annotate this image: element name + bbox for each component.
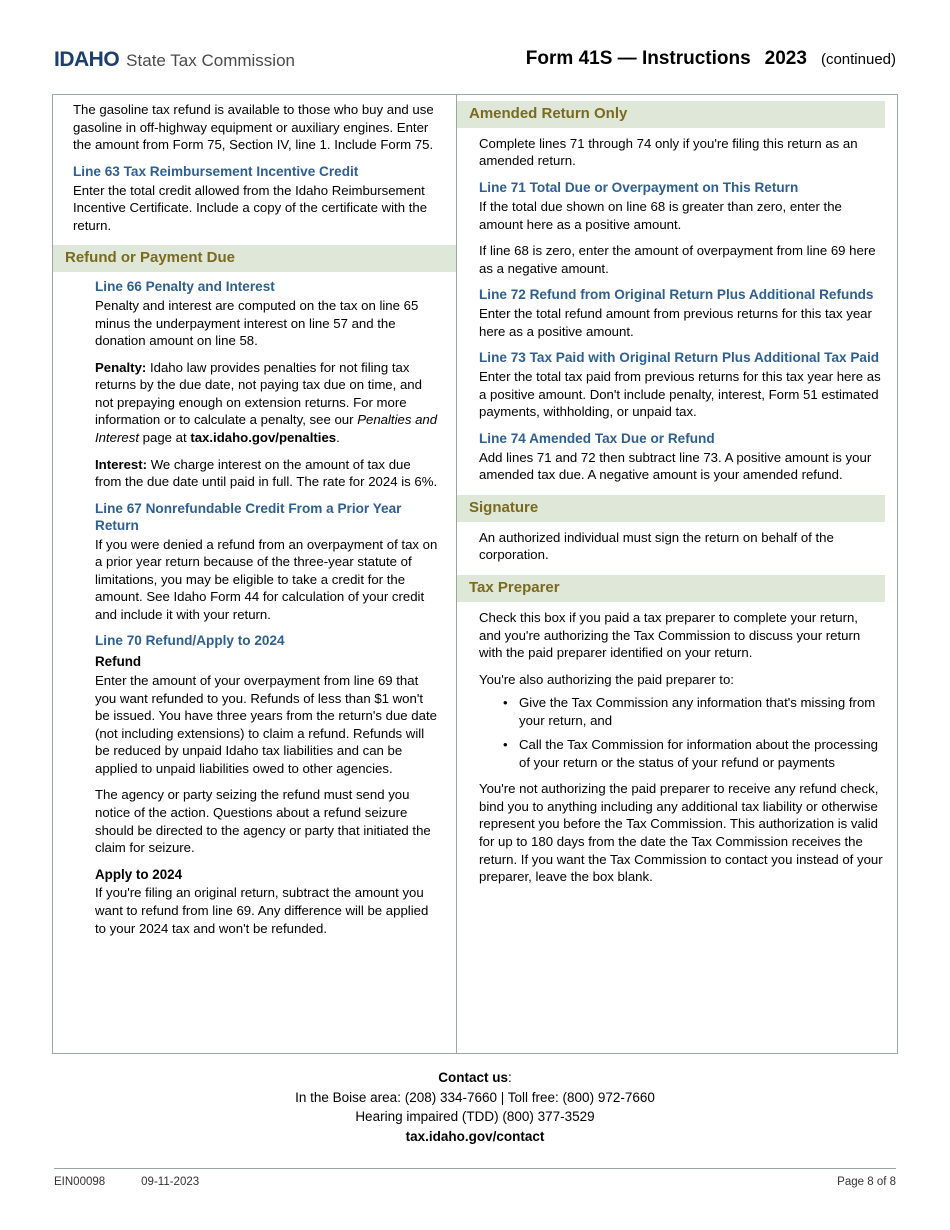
agency-logo <box>54 48 295 72</box>
contact-title-colon: : <box>508 1070 512 1085</box>
brand-subtitle-text: State Tax Commission <box>126 51 295 70</box>
gasoline-refund-paragraph: The gasoline tax refund is available to those who buy and use gasoline in off-highway equipment or auxiliary engines. Enter the amount from Form 75, Section IV, line 1. Include Form 75. <box>73 102 434 153</box>
refund-subheading: Refund <box>95 654 142 670</box>
apply-to-2024-subheading: Apply to 2024 <box>95 866 183 882</box>
penalty-paragraph <box>95 359 440 447</box>
content-columns <box>52 94 898 1054</box>
penalty-text-1: Idaho law provides penalties for not filing tax returns by the due date, not paying tax due on time, and not prepaying enough on extension returns. For more information or to calculate a penalty, see our <box>95 359 422 428</box>
apply-to-2024-body: If you're filing an original return, subtract the amount you want to refund from line 69. Any difference will be applied to your 2024 tax and won't be refunded. <box>95 885 429 936</box>
contact-tdd-line: Hearing impaired (TDD) (800) 377-3529 <box>355 1109 595 1125</box>
section-refund-or-payment-due: Refund or Payment Due <box>53 245 457 272</box>
preparer-authorization-list <box>479 694 883 771</box>
line-74-heading: Line 74 Amended Tax Due or Refund <box>479 430 715 446</box>
brand-idaho-text: IDAHO <box>54 48 120 71</box>
amended-section-content <box>457 135 883 484</box>
penalties-url: tax.idaho.gov/penalties <box>190 430 337 446</box>
interest-paragraph <box>95 456 440 491</box>
refund-body-1: Enter the amount of your overpayment from line 69 that you want refunded to you. Refunds of less than $1 won't be issued. You have three years from the return's due date (not including extensions) to claim a refund. Refunds will be reduced by unpaid Idaho tax liabilities and can be applied to unpaid liabilities owed to other agencies. <box>95 673 437 776</box>
tax-preparer-section-content <box>457 609 883 886</box>
section-tax-preparer: Tax Preparer <box>457 575 885 602</box>
header-form-info <box>526 48 896 70</box>
contact-block <box>52 1068 898 1146</box>
penalty-text-2: page at <box>138 430 191 446</box>
refund-body-2: The agency or party seizing the refund must send you notice of the action. Questions about a refund seizure should be directed to the agency or party that initiated the claim for seizure. <box>95 787 431 856</box>
line-73-heading: Line 73 Tax Paid with Original Return Plus Additional Tax Paid <box>479 350 880 366</box>
page-header <box>52 48 898 84</box>
line-67-body: If you were denied a refund from an overpayment of tax on a prior year return because of the three-year statute of limitations, you may be eligible to take a credit for the amount. See Idaho Form 44 for calculation of your credit and include it with your return. <box>95 536 438 622</box>
penalty-label: Penalty: <box>95 359 147 375</box>
amended-intro: Complete lines 71 through 74 only if you're filing this return as an amended return. <box>479 135 858 169</box>
footer-date: 09-11-2023 <box>141 1176 200 1189</box>
line-73-body: Enter the total tax paid from previous returns for this tax year here as a positive amount. Don't include penalty, interest, Form 51 estimated payments, withholding, or unpaid tax. <box>479 369 881 420</box>
line-72-body: Enter the total refund amount from previous returns for this tax year here as a positive amount. <box>479 306 872 339</box>
form-continued-label: (continued) <box>820 51 896 68</box>
form-title: Form 41S — Instructions <box>525 48 751 69</box>
list-item: • Give the Tax Commission any information that's missing from your return, and <box>519 694 883 729</box>
contact-url: tax.idaho.gov/contact <box>405 1128 545 1144</box>
form-year: 2023 <box>764 48 807 69</box>
line-71-body-2: If line 68 is zero, enter the amount of overpayment from line 69 here as a negative amount. <box>479 243 876 276</box>
penalties-and-interest-title: Penalties and Interest <box>95 412 438 446</box>
right-column <box>456 94 898 1054</box>
contact-title-line <box>52 1068 898 1088</box>
section-signature: Signature <box>457 495 885 522</box>
list-item: • Call the Tax Commission for information about the processing of your return or the status of your refund or payments <box>519 736 883 771</box>
line-72-heading: Line 72 Refund from Original Return Plus Additional Refunds <box>479 287 874 303</box>
refund-section-content <box>73 279 440 937</box>
interest-label: Interest: <box>95 456 148 472</box>
line-71-body-1: If the total due shown on line 68 is greater than zero, enter the amount here as a positive amount. <box>479 199 842 232</box>
preparer-body-2: You're also authorizing the paid preparer to: <box>479 671 734 687</box>
contact-phone-line: In the Boise area: (208) 334-7660 | Toll free: (800) 972-7660 <box>295 1089 655 1105</box>
footer-doc-id: EIN00098 <box>54 1176 106 1189</box>
line-67-heading: Line 67 Nonrefundable Credit From a Prior Year Return <box>95 500 402 533</box>
line-66-heading: Line 66 Penalty and Interest <box>95 279 275 295</box>
page-footer <box>52 1169 898 1188</box>
preparer-body-3: You're not authorizing the paid preparer to receive any refund check, bind you to anything including any additional tax liability or otherwise represent you before the Tax Commission. This authorization is valid for up to 180 days from the date the Tax Commission receives the return. If you want the Tax Commission to contact you instead of your preparer, leave the box blank. <box>479 781 883 885</box>
left-column <box>52 94 456 1054</box>
line-63-heading: Line 63 Tax Reimbursement Incentive Credit <box>73 163 359 179</box>
line-71-heading: Line 71 Total Due or Overpayment on This Return <box>479 180 799 196</box>
signature-body: An authorized individual must sign the return on behalf of the corporation. <box>479 529 834 563</box>
footer-left <box>54 1176 199 1188</box>
footer-page-number: Page 8 of 8 <box>837 1176 896 1189</box>
penalty-text-end: . <box>336 430 340 446</box>
contact-title: Contact us <box>438 1070 508 1085</box>
line-66-body: Penalty and interest are computed on the tax on line 65 minus the underpayment interest on line 57 and the donation amount on line 58. <box>95 298 419 349</box>
section-amended-return-only: Amended Return Only <box>457 101 885 128</box>
line-74-body: Add lines 71 and 72 then subtract line 73. A positive amount is your amended tax due. A negative amount is your amended refund. <box>479 449 872 483</box>
signature-section-content <box>457 529 883 564</box>
line-63-body: Enter the total credit allowed from the Idaho Reimbursement Incentive Certificate. Include a copy of the certificate with the return. <box>73 182 428 233</box>
line-70-heading: Line 70 Refund/Apply to 2024 <box>95 633 285 649</box>
interest-text: We charge interest on the amount of tax due from the due date until paid in full. The rate for 2024 is 6%. <box>95 456 438 490</box>
preparer-body-1: Check this box if you paid a tax preparer to complete your return, and you're authorizing the Tax Commission to discuss your return with the paid preparer identified on your return. <box>479 609 861 661</box>
